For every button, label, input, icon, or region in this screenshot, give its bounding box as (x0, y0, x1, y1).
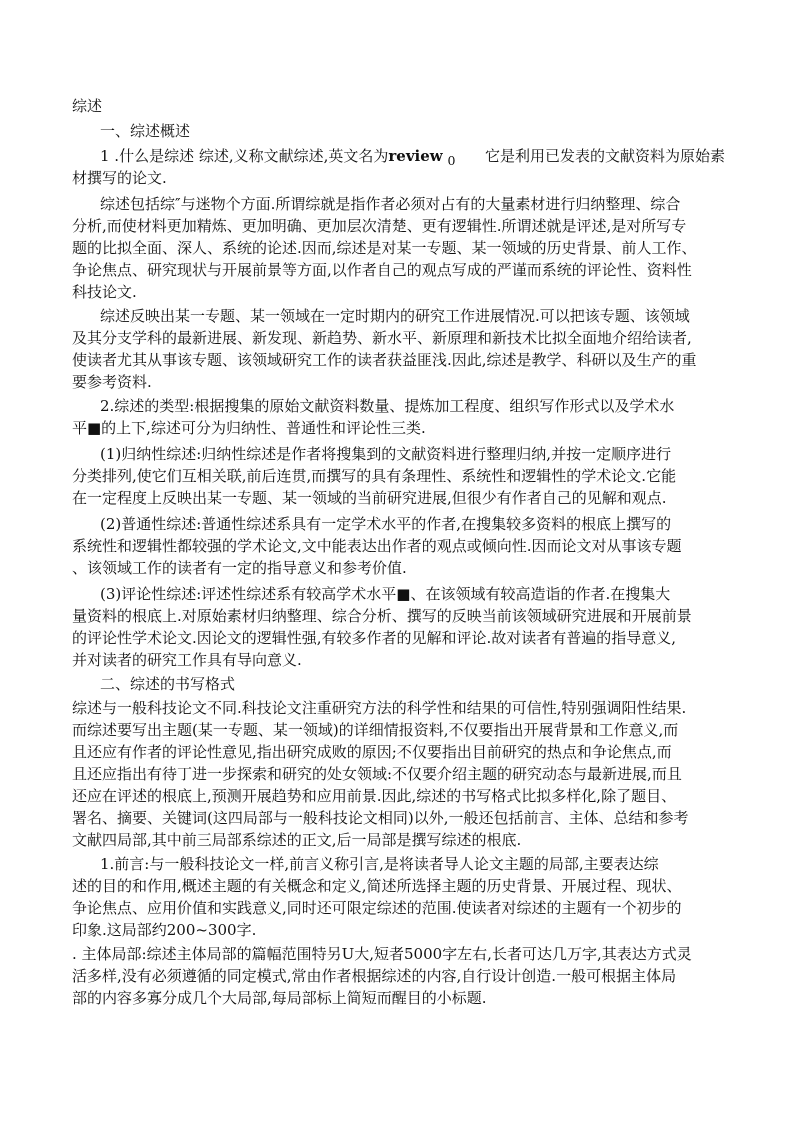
paragraph-line: 它是利用已发表的文献资料为原始素 (485, 147, 726, 165)
paragraph-line: 并对读者的研究工作具有导向意义. (72, 651, 302, 669)
paragraph-line: 分类排列,使它们互相关联,前后连贯,而撰写的具有条理性、系统性和逻辑性的学术论文.它能 (72, 467, 677, 485)
paragraph-line: 综述包括综″与迷物个方面.所谓综就是指作者必须对占有的大量素材进行归纳整理、综合 (100, 195, 681, 213)
paragraph-line: 还应在评述的根底上,预测开展趋势和应用前景.因此,综述的书写格式比拟多样化,除了题目、 (72, 787, 677, 805)
paragraph-line: 材撰写的论文. (72, 169, 167, 187)
section-heading: 一、综述概述 (100, 122, 191, 140)
paragraph-line: 及其分支学科的最新进展、新发现、新趋势、新水平、新原理和新技术比拟全面地介绍给读者, (72, 329, 692, 347)
paragraph-line: 题的比拟全面、深人、系统的论述.因而,综述是对某一专题、某一领域的历史背景、前人工作、 (72, 239, 697, 257)
paragraph-line: 争论焦点、应用价值和实践意义,同时还可限定综述的范围.使读者对综述的主题有一个初步的 (72, 899, 682, 917)
paragraph-line: 文献四局部,其中前三局部系综述的正文,后一局部是撰写综述的根底. (72, 831, 522, 849)
paragraph-line: 分析,而使材料更加精炼、更加明确、更加层次清楚、更有逻辑性.所谓述就是评述,是对所写专 (72, 217, 687, 235)
paragraph-line: 系统性和逻辑性都较强的学术论文,文中能表达出作者的观点或倾向性.因而论文对从事该专题 (72, 537, 682, 555)
paragraph-line: 印象.这局部约200~300字. (72, 921, 257, 939)
paragraph-line: 1.前言:与一般科技论文一样,前言义称引言,是将读者导人论文主题的局部,主要表达综 (100, 855, 659, 873)
paragraph-line: 科技论文. (72, 283, 137, 301)
bold-term: review (388, 147, 443, 165)
paragraph-line: 署名、摘要、关键词(这四局部与一般科技论文相同)以外,一般还包括前言、主体、总结和参考 (72, 809, 689, 827)
paragraph-line: 在一定程度上反映出某一专题、某一领域的当前研究进展,但很少有作者自己的见解和观点. (72, 489, 667, 507)
paragraph-line: 、该领域工作的读者有一定的指导意义和参考价值. (72, 559, 407, 577)
paragraph-line: . 主体局部:综述主体局部的篇幅范围特另U大,短者5000字左右,长者可达几万字,其表达方式灵 (72, 945, 692, 963)
paragraph-line: (2)普通性综述:普通性综述系具有一定学术水平的作者,在搜集较多资料的根底上撰写的 (100, 515, 672, 533)
paragraph-line: 部的内容多寡分成几个大局部,每局部标上简短而醒目的小标题. (72, 989, 487, 1007)
paragraph-line: 量资料的根底上.对原始素材归纳整理、综合分析、撰写的反映当前该领域研究进展和开展前景 (72, 607, 692, 625)
paragraph-line: 综述与一般科技论文不同.科技论文注重研究方法的科学性和结果的可信性,特别强调阳性结果. (72, 699, 687, 717)
paragraph-line: 争论焦点、研究现状与开展前景等方面,以作者自己的观点写成的严谨而系统的评论性、资料性 (72, 261, 692, 279)
paragraph-line: (1)归纳性综述:归纳性综述是作者将搜集到的文献资料进行整理归纳,并按一定顺序进行 (100, 445, 672, 463)
paragraph-line: 活多样,没有必须遵循的同定模式,常由作者根据综述的内容,自行设计创造.一般可根据主体局 (72, 967, 677, 985)
paragraph-line: 平■的上下,综述可分为归纳性、普通性和评论性三类. (72, 419, 426, 437)
paragraph-line: 1 .什么是综述 综述,义称文献综述,英文名为review $_0$ (100, 147, 456, 168)
paragraph-line: 且还应有作者的评论性意见,指出研究成败的原因;不仅要指出目前研究的热点和争论焦点,而 (72, 743, 672, 761)
paragraph-line: 且还应指出有待丁进一步探索和研究的处女领域:不仅要介绍主题的研究动态与最新进展,而且 (72, 765, 682, 783)
paragraph-line: 2.综述的类型:根据搜集的原始文献资料数量、提炼加工程度、组织写作形式以及学术水 (100, 397, 675, 415)
paragraph-line: (3)评论性综述:评述性综述系有较高学术水平■、在该领域有较高造诣的作者.在搜集大 (100, 585, 671, 603)
paragraph-line: 的评论性学术论文.因论文的逻辑性强,有较多作者的见解和评论.故对读者有普遍的指导意义, (72, 629, 677, 647)
paragraph-line: 而综述要写出主题(某一专题、某一领域)的详细情报资料,不仅要指出开展背景和工作意义,而 (72, 721, 679, 739)
section-heading: 二、综述的书写格式 (100, 675, 236, 693)
doc-title: 综述 (72, 97, 103, 115)
paragraph-line: 综述反映出某一专题、某一领域在一定时期内的研究工作进展情况.可以把该专题、该领域 (100, 307, 690, 325)
paragraph-line: 述的目的和作用,概述主题的有关概念和定义,简述所选择主题的历史背景、开展过程、现状、 (72, 877, 682, 895)
paragraph-line: 要参考资料. (72, 373, 152, 391)
paragraph-line: 使读者尤其从事该专题、该领域研究工作的读者获益匪浅.因此,综述是教学、科研以及生产的重 (72, 351, 697, 369)
